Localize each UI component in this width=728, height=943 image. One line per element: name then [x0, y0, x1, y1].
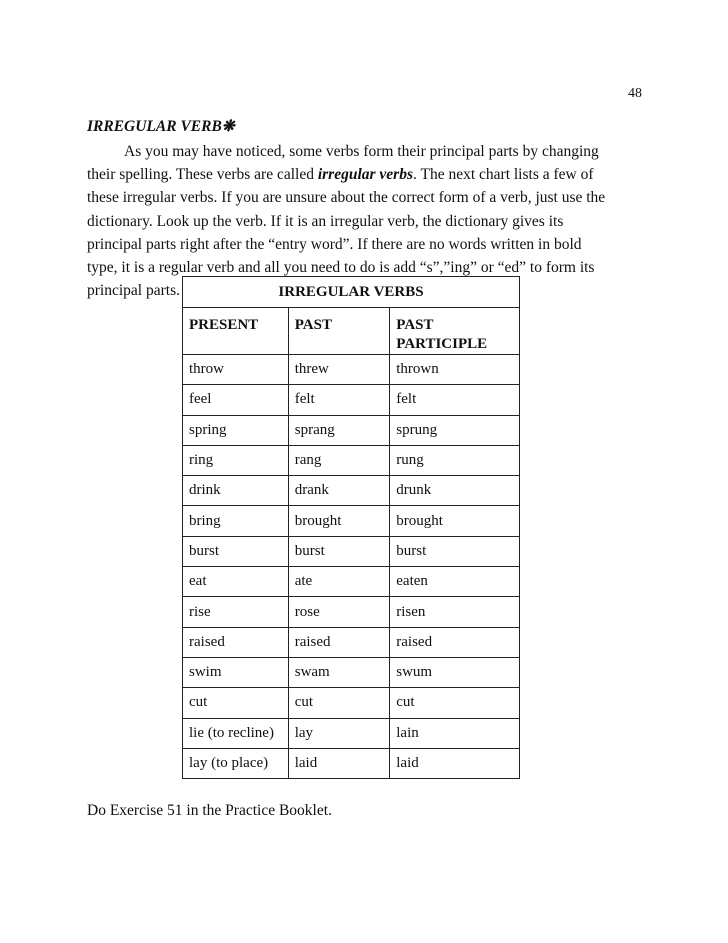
- past-cell: raised: [288, 627, 390, 657]
- paragraph-line: [87, 140, 647, 163]
- table-row: [183, 506, 520, 536]
- past-participle-cell: lain: [390, 718, 520, 748]
- present-cell: spring: [183, 415, 289, 445]
- past-participle-cell: felt: [390, 385, 520, 415]
- table-row: [183, 445, 520, 475]
- paragraph-text: . The next chart lists a few of: [413, 166, 594, 184]
- past-cell: sprang: [288, 415, 390, 445]
- emphasized-term: irregular verbs: [317, 166, 414, 184]
- header-past: PAST: [288, 308, 390, 355]
- past-cell: ate: [288, 567, 390, 597]
- past-participle-cell: risen: [390, 597, 520, 627]
- table-row: [183, 718, 520, 748]
- past-cell: lay: [288, 718, 390, 748]
- table-row: [183, 476, 520, 506]
- past-cell: cut: [288, 688, 390, 718]
- paragraph-text: principal parts right after the “entry word”. If there are no words written in bold: [87, 235, 582, 253]
- present-cell: ring: [183, 445, 289, 475]
- past-participle-cell: raised: [390, 627, 520, 657]
- present-cell: rise: [183, 597, 289, 627]
- present-cell: throw: [183, 355, 289, 385]
- present-cell: swim: [183, 657, 289, 687]
- present-cell: eat: [183, 567, 289, 597]
- page-number: 48: [628, 86, 642, 101]
- past-participle-cell: drunk: [390, 476, 520, 506]
- table-row: [183, 415, 520, 445]
- table-row: [183, 355, 520, 385]
- section-heading: IRREGULAR VERB❋: [87, 118, 235, 135]
- past-cell: burst: [288, 536, 390, 566]
- present-cell: drink: [183, 476, 289, 506]
- table-row: [183, 536, 520, 566]
- present-cell: raised: [183, 627, 289, 657]
- past-participle-cell: sprung: [390, 415, 520, 445]
- past-participle-cell: cut: [390, 688, 520, 718]
- past-participle-cell: eaten: [390, 567, 520, 597]
- paragraph-text: principal parts.: [87, 282, 180, 300]
- header-present: PRESENT: [183, 308, 289, 355]
- paragraph-text: dictionary. Look up the verb. If it is an irregular verb, the dictionary gives its: [87, 212, 564, 230]
- paragraph-line: [87, 163, 647, 186]
- table-row: [183, 567, 520, 597]
- present-cell: lie (to recline): [183, 718, 289, 748]
- table-row: [183, 748, 520, 778]
- table-row: [183, 657, 520, 687]
- past-cell: laid: [288, 748, 390, 778]
- past-cell: rang: [288, 445, 390, 475]
- table-row: [183, 627, 520, 657]
- paragraph-text: these irregular verbs. If you are unsure about the correct form of a verb, just use the: [87, 189, 606, 207]
- paragraph-line: [87, 233, 647, 256]
- exercise-note: Do Exercise 51 in the Practice Booklet.: [87, 802, 332, 819]
- paragraph-text: type, it is a regular verb and all you need to do is add “s”,”ing” or “ed” to form its: [87, 259, 595, 277]
- past-cell: brought: [288, 506, 390, 536]
- past-participle-cell: laid: [390, 748, 520, 778]
- past-participle-cell: brought: [390, 506, 520, 536]
- past-cell: rose: [288, 597, 390, 627]
- paragraph-line: [87, 186, 647, 209]
- irregular-verbs-table: [182, 276, 520, 779]
- past-cell: threw: [288, 355, 390, 385]
- table-row: [183, 597, 520, 627]
- table-row: [183, 385, 520, 415]
- present-cell: burst: [183, 536, 289, 566]
- past-cell: drank: [288, 476, 390, 506]
- past-cell: felt: [288, 385, 390, 415]
- paragraph-text: their spelling. These verbs are called: [87, 166, 318, 184]
- table-row: [183, 688, 520, 718]
- header-past-participle: PAST PARTICIPLE: [390, 308, 520, 355]
- present-cell: lay (to place): [183, 748, 289, 778]
- present-cell: feel: [183, 385, 289, 415]
- past-participle-cell: swum: [390, 657, 520, 687]
- past-participle-cell: burst: [390, 536, 520, 566]
- paragraph-text: As you may have noticed, some verbs form their principal parts by changing: [124, 143, 599, 160]
- past-participle-cell: thrown: [390, 355, 520, 385]
- past-participle-cell: rung: [390, 445, 520, 475]
- paragraph-line: [87, 210, 647, 233]
- present-cell: bring: [183, 506, 289, 536]
- present-cell: cut: [183, 688, 289, 718]
- past-cell: swam: [288, 657, 390, 687]
- table-title: IRREGULAR VERBS: [183, 277, 520, 308]
